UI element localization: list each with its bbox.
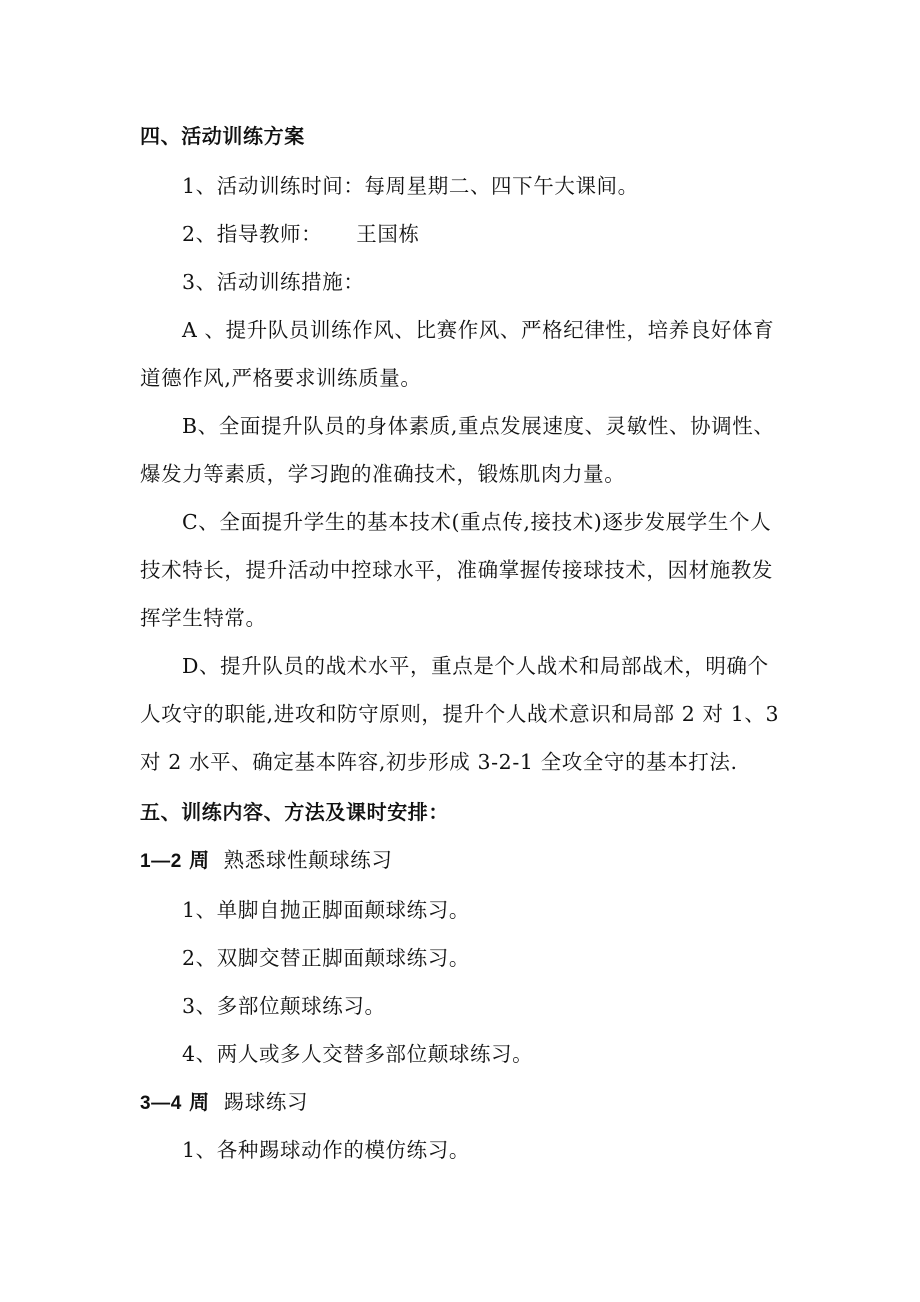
measure-a-line1: A 、提升队员训练作风、比赛作风、严格纪律性，培养良好体育 [182,318,775,342]
week-1-2-range: 1—2 [140,851,182,872]
list-item: 2、双脚交替正脚面颠球练习。 [182,946,470,970]
section-4-heading: 四、活动训练方案 [140,124,305,148]
measure-b-line2: 爆发力等素质，学习跑的准确技术，锻炼肌肉力量。 [140,462,626,486]
measure-c-line3: 挥学生特常。 [140,606,267,630]
list-item: 3、多部位颠球练习。 [182,994,386,1018]
measure-d-line2: 人攻守的职能,进攻和防守原则，提升个人战术意识和局部 2 对 1、3 [140,702,780,726]
list-item: 4、两人或多人交替多部位颠球练习。 [182,1042,534,1066]
week-3-4-heading [140,1088,308,1118]
measure-d-line3: 对 2 水平、确定基本阵容,初步形成 3-2-1 全攻全守的基本打法. [140,750,738,774]
measure-d-line1: D、提升队员的战术水平，重点是个人战术和局部战术，明确个 [182,654,769,678]
list-item: 1、各种踢球动作的模仿练习。 [182,1138,470,1162]
week-1-2-topic: 熟悉球性颠球练习 [223,848,393,872]
instructor-label: 2、指导教师： [182,222,323,246]
instructor-name: 王国栋 [356,222,420,246]
section-5-heading: 五、训练内容、方法及课时安排： [140,800,449,824]
measure-c-line2: 技术特长，提升活动中控球水平，准确掌握传接球技术，因材施教发 [140,558,773,582]
week-1-2-heading [140,846,392,876]
week-3-4-unit: 周 [189,1090,210,1114]
measure-a-line2: 道德作风,严格要求训练质量。 [140,366,422,390]
week-3-4-topic: 踢球练习 [223,1090,309,1114]
measure-c-line1: C、全面提升学生的基本技术(重点传,接技术)逐步发展学生个人 [182,510,772,534]
week-1-2-unit: 周 [189,848,210,872]
week-3-4-range: 3—4 [140,1093,182,1114]
list-item: 1、单脚自抛正脚面颠球练习。 [182,898,470,922]
measures-heading: 3、活动训练措施： [182,270,365,294]
instructor-line [182,220,420,248]
measure-b-line1: B、全面提升队员的身体素质,重点发展速度、灵敏性、协调性、 [182,414,775,438]
training-time: 1、活动训练时间：每周星期二、四下午大课间。 [182,174,639,198]
